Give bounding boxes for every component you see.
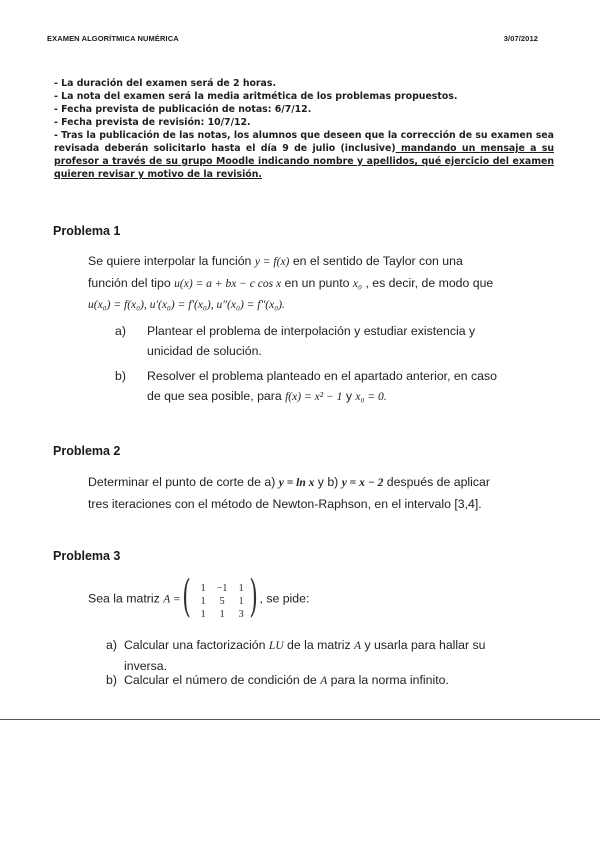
- p3a-text: de la matriz: [287, 638, 351, 652]
- problem-3-title: Problema 3: [53, 549, 121, 563]
- problem-3-statement: [88, 571, 558, 622]
- matrix-cell: 1: [200, 583, 206, 594]
- part-label: a): [106, 638, 117, 652]
- rule-publication-date: - Fecha prevista de publicación de notas: 6/7/12.: [54, 104, 312, 115]
- p2-text: Determinar el punto de corte de a): [88, 475, 276, 489]
- problem-2-statement: [88, 472, 558, 514]
- p3a-LU: LU: [268, 640, 284, 652]
- p3a-A: A: [354, 640, 362, 652]
- rule-review-date: - Fecha prevista de revisión: 10/7/12.: [54, 117, 251, 128]
- p3-text: Sea la matriz: [88, 591, 160, 606]
- p1-text: en un punto: [284, 275, 350, 290]
- rule-duration: - La duración del examen será de 2 horas.: [54, 78, 277, 89]
- right-paren: ): [249, 571, 258, 622]
- p3b-text: para la norma infinito.: [330, 673, 449, 687]
- p1b-text: Resolver el problema planteado en el apartado anterior, en caso: [147, 369, 498, 383]
- matrix-cell: −1: [216, 583, 228, 594]
- p1b-text: de que sea posible, para: [147, 389, 282, 403]
- p3a-text: Calcular una factorización: [124, 638, 266, 652]
- exam-date: 3/07/2012: [503, 34, 538, 43]
- matrix-row: [194, 579, 250, 592]
- exam-rules: [54, 77, 554, 181]
- problem-2-title: Problema 2: [53, 444, 121, 458]
- p1b-text: y: [345, 389, 352, 403]
- part-label: b): [115, 369, 126, 383]
- matrix-cell: 1: [238, 583, 244, 594]
- part-label: b): [106, 673, 117, 687]
- p1-text: , es decir, de modo que: [365, 275, 494, 290]
- p2-text: y b): [317, 475, 339, 489]
- part-label: a): [115, 324, 126, 338]
- problem-1-statement: [88, 251, 558, 316]
- p2-formula-ln: y = ln x: [278, 477, 315, 489]
- p2-text: tres iteraciones con el método de Newton-Raphson, en el intervalo [3,4].: [88, 496, 482, 511]
- matrix-cell: 1: [200, 609, 206, 620]
- p1-formula-conditions: u(x₀) = f(x₀), u′(x₀) = f′(x₀), u″(x₀) = f″(x₀).: [88, 299, 285, 311]
- p2-formula-line: y = x − 2: [341, 477, 384, 489]
- p1-formula-u: u(x) = a + bx − c cos x: [174, 277, 282, 290]
- p1b-formula-x0: x₀ = 0.: [355, 391, 387, 403]
- problem-1-part-a: [115, 321, 555, 361]
- p1-formula-x0: x₀: [352, 277, 363, 290]
- p1-text: función del tipo: [88, 275, 171, 290]
- p1-formula-f: y = f(x): [254, 256, 290, 268]
- problem-3-part-b: [106, 670, 556, 690]
- p3-matrix-name: A =: [163, 593, 181, 606]
- p3a-text: inversa.: [124, 659, 168, 673]
- matrix-A: [182, 571, 258, 622]
- matrix-row: [194, 592, 250, 605]
- rule-review-underlined: mandando un mensaje a su profesor a través de su grupo Moodle indicando nombre y apellidos, qué ejercicio del examen quieren revisar y motivo de la revisión.: [54, 143, 554, 180]
- p3b-text: Calcular el número de condición de: [124, 673, 317, 687]
- left-paren: (: [182, 571, 191, 622]
- problem-3-part-a: [106, 635, 556, 675]
- p3b-A: A: [320, 675, 328, 687]
- matrix-cell: 1: [238, 596, 244, 607]
- p1a-text: unicidad de solución.: [147, 344, 262, 358]
- p3a-text: y usarla para hallar su: [364, 638, 486, 652]
- rule-review-text: - Tras la publicación de las notas, los alumnos que deseen que la corrección de su examen sea revisada deberán solicitarlo hasta el día 9 de julio (inclusive): [54, 130, 554, 154]
- p1b-formula-f: f(x) = x² − 1: [285, 391, 343, 403]
- p2-text: después de aplicar: [386, 475, 490, 489]
- p3-text: , se pide:: [259, 591, 310, 606]
- page-divider: [0, 719, 600, 720]
- problem-1-part-b: [115, 366, 555, 406]
- problem-1-title: Problema 1: [53, 224, 121, 238]
- matrix-row: [194, 605, 250, 618]
- p1-text: Se quiere interpolar la función: [88, 254, 252, 268]
- matrix-cell: 1: [200, 596, 206, 607]
- rule-review-request: [54, 129, 554, 181]
- p1-text: en el sentido de Taylor con una: [292, 254, 463, 268]
- rule-grade: - La nota del examen será la media aritmética de los problemas propuestos.: [54, 91, 458, 102]
- matrix-cell: 5: [219, 596, 225, 607]
- p1a-text: Plantear el problema de interpolación y estudiar existencia y: [147, 324, 476, 338]
- matrix-cell: 3: [238, 609, 244, 620]
- matrix-cell: 1: [219, 609, 225, 620]
- exam-title: EXAMEN ALGORÍTMICA NUMÉRICA: [47, 34, 179, 43]
